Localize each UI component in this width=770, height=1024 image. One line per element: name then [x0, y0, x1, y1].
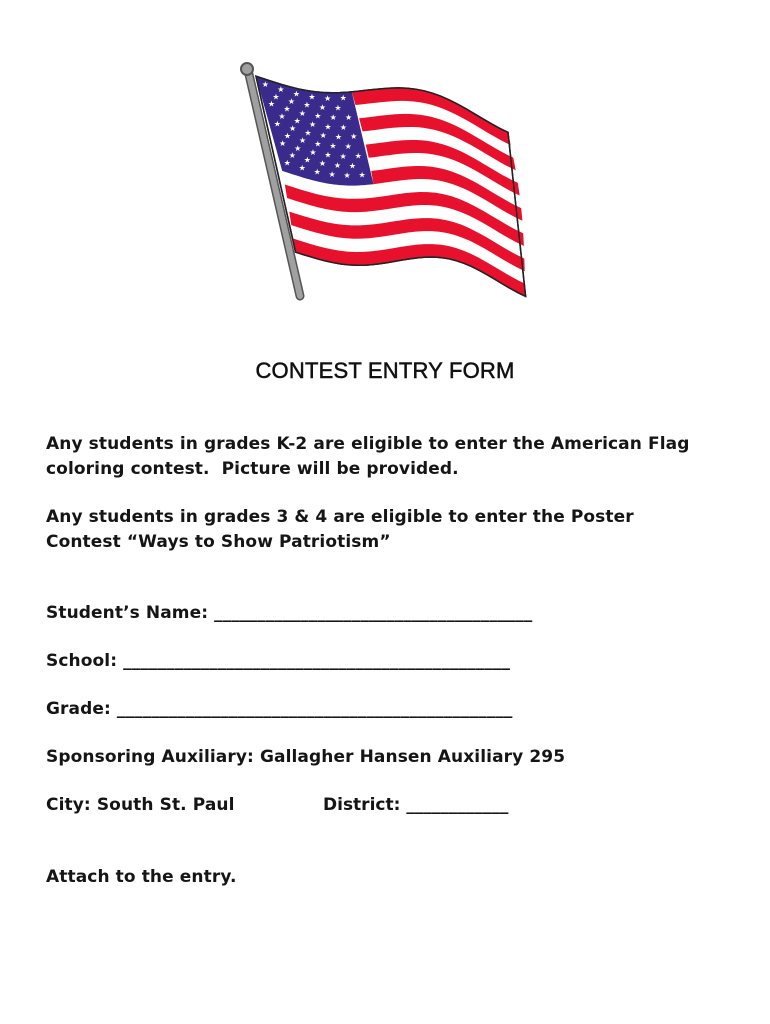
flag-star: ★	[308, 92, 316, 102]
flag-star: ★	[343, 171, 351, 181]
flag-star: ★	[267, 99, 276, 109]
flag-star: ★	[345, 113, 353, 122]
flag-star: ★	[283, 131, 291, 141]
flag-star: ★	[328, 170, 336, 179]
flag-star: ★	[339, 122, 347, 132]
eligibility-k2-line2: coloring contest. Picture will be provided.	[46, 459, 459, 479]
flag-star: ★	[304, 128, 312, 138]
sponsoring-auxiliary: Sponsoring Auxiliary: Gallagher Hansen Auxiliary 295	[46, 747, 566, 767]
flag-star: ★	[309, 147, 317, 157]
flag-star: ★	[314, 139, 322, 149]
flag-star: ★	[354, 151, 362, 161]
flag-star: ★	[339, 93, 347, 103]
flag-star: ★	[303, 155, 311, 165]
flag-star: ★	[348, 161, 357, 171]
flag-star: ★	[287, 97, 295, 106]
city: City: South St. Paul	[46, 795, 235, 815]
flag-star: ★	[318, 159, 326, 169]
flag-star: ★	[358, 170, 366, 180]
flag-star: ★	[283, 104, 291, 114]
flag-star: ★	[298, 108, 306, 118]
grade-field: Grade: ______________________________________________	[46, 699, 513, 719]
flag-star: ★	[272, 92, 280, 102]
flag-star: ★	[324, 150, 332, 160]
attach-instruction: Attach to the entry.	[46, 867, 237, 887]
eligibility-34-line2: Contest “Ways to Show Patriotism”	[46, 532, 391, 552]
flag-star: ★	[299, 136, 307, 146]
flag-star: ★	[283, 158, 291, 168]
eligibility-k2-line1: Any students in grades K-2 are eligible to enter the American Flag	[46, 434, 690, 454]
flag-star: ★	[333, 161, 341, 171]
flag-star: ★	[298, 163, 306, 173]
page-title: CONTEST ENTRY FORM	[255, 358, 515, 383]
flag-star: ★	[261, 80, 269, 89]
flag-star: ★	[334, 103, 342, 113]
flag-star: ★	[314, 111, 322, 121]
flag-star: ★	[278, 111, 286, 121]
flag-star: ★	[339, 151, 347, 161]
school-field: School: _____________________________________________	[46, 651, 511, 671]
student-name-field: Student’s Name: _____________________________________	[46, 603, 533, 623]
flag-star: ★	[273, 119, 281, 129]
flag-star: ★	[277, 85, 285, 94]
flag-star: ★	[293, 116, 301, 126]
flag-star: ★	[303, 100, 311, 110]
flag-star: ★	[334, 132, 342, 142]
flag-star: ★	[350, 132, 358, 142]
flag-star: ★	[279, 139, 287, 148]
flag-star: ★	[329, 113, 337, 123]
district-field: District: ____________	[323, 795, 509, 815]
eligibility-34-line1: Any students in grades 3 & 4 are eligible to enter the Poster	[46, 507, 634, 527]
flag-star: ★	[319, 131, 327, 141]
flag-star: ★	[292, 89, 300, 99]
flag-star: ★	[309, 120, 317, 130]
flag-star: ★	[329, 141, 337, 151]
flag-star: ★	[324, 93, 332, 103]
flag-star: ★	[324, 122, 332, 132]
american-flag-icon	[228, 52, 548, 302]
flag-star: ★	[313, 167, 321, 177]
flag-star: ★	[288, 151, 296, 161]
flagpole-finial	[241, 63, 253, 75]
flag-star: ★	[289, 124, 297, 134]
flag-star: ★	[294, 143, 302, 153]
flag-illustration	[228, 52, 548, 302]
flag-star: ★	[344, 142, 352, 152]
flag-star: ★	[318, 102, 326, 112]
